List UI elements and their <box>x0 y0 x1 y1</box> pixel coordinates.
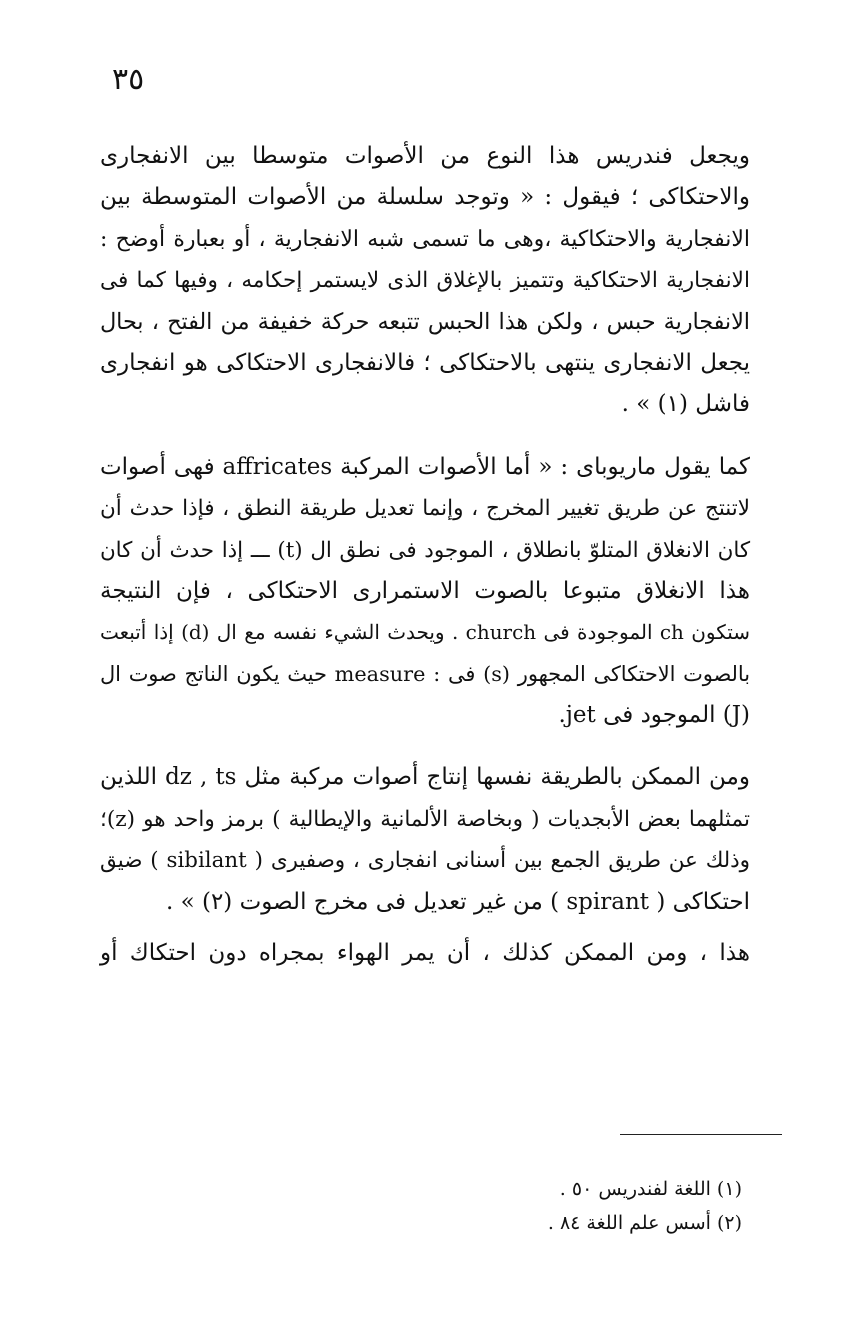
text-line: ومن الممكن بالطريقة نفسها إنتاج أصوات مركبة مثل dz , ts اللذين <box>100 764 750 791</box>
text-line: الانفجارية الاحتكاكية وتتميز بالإغلاق الذى لايستمر إحكامه ، وفيها كما فى <box>100 268 750 294</box>
text-line: يجعل الانفجارى ينتهى بالاحتكاكى ؛ فالانفجارى الاحتكاكى هو انفجارى <box>100 349 750 376</box>
text-line: كان الانغلاق المتلوّ بانطلاق ، الموجود فى نطق ال (t) ـــ إذا حدث أن كان <box>100 537 750 563</box>
text-line: ويجعل فندريس هذا النوع من الأصوات متوسطا بين الانفجارى <box>100 143 750 169</box>
text-line: (J) الموجود فى jet. <box>558 702 750 729</box>
text-line: وذلك عن طريق الجمع بين أسنانى انفجارى ، وصفيرى ( sibilant ) ضيق <box>100 848 750 874</box>
text-line: والاحتكاكى ؛ فيقول : « وتوجد سلسلة من الأصوات المتوسطة بين <box>100 184 750 211</box>
text-line: كما يقول ماريوباى : « أما الأصوات المركبة affricates فهى أصوات <box>100 453 751 480</box>
text-line: تمثلهما بعض الأبجديات ( وبخاصة الألمانية والإيطالية ) برمز واحد هو (z)؛ <box>100 806 750 832</box>
text-line: هذا ، ومن الممكن كذلك ، أن يمر الهواء بمجراه دون احتكاك أو <box>100 940 750 967</box>
text-line: هذا الانغلاق متبوعا بالصوت الاستمرارى الاحتكاكى ، فإن النتيجة <box>100 577 750 604</box>
text-line: بالصوت الاحتكاكى المجهور (s) فى : measure حيث يكون الناتج صوت ال <box>100 661 750 686</box>
text-line: الانفجارية والاحتكاكية ،وهى ما تسمى شبه الانفجارية ، أو بعبارة أوضح : <box>100 226 750 252</box>
paragraph-vendryes <box>100 136 750 426</box>
text-line: احتكاكى ( spirant ) من غير تعديل فى مخرج الصوت (٢) » . <box>165 888 750 915</box>
footnote-1: (١) اللغة لفندريس ٥٠ . <box>559 1178 742 1200</box>
text-line: لاتنتج عن طريق تغيير المخرج ، وإنما تعديل طريقة النطق ، فإذا حدث أن <box>100 496 750 522</box>
body-text <box>100 136 750 974</box>
paragraph-continuation <box>100 933 750 974</box>
page-number: ٣٥ <box>112 62 145 97</box>
text-line: فاشل (١) » . <box>621 391 750 418</box>
text-line: ستكون ch الموجودة فى church . ويحدث الشيء نفسه مع ال (d) إذا أتبعت <box>100 620 751 645</box>
paragraph-pei <box>100 447 750 737</box>
text-line: الانفجارية حبس ، ولكن هذا الحبس تتبعه حركة خفيفة من الفتح ، بحال <box>100 308 750 335</box>
footnote-divider <box>620 1134 782 1135</box>
footnote-2: (٢) أسس علم اللغة ٨٤ . <box>547 1212 742 1234</box>
paragraph-affricates <box>100 757 750 923</box>
footnotes <box>480 1172 742 1240</box>
